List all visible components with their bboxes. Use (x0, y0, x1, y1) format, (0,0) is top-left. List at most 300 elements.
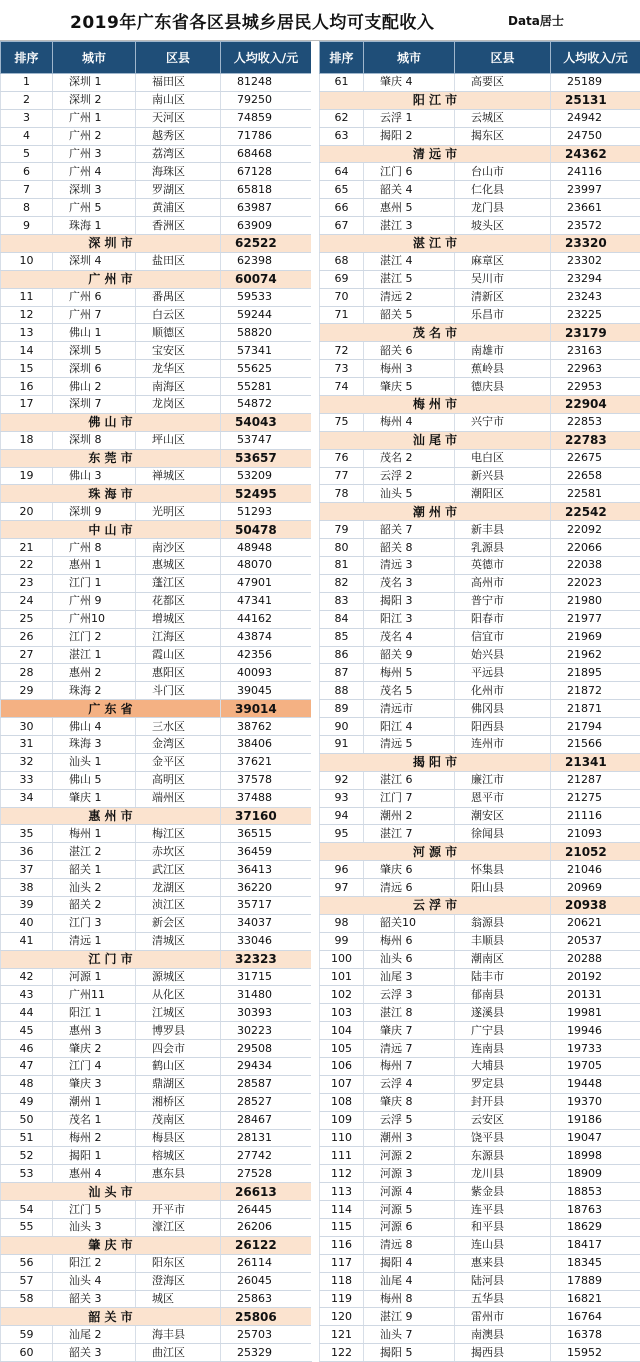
table-row (1, 360, 312, 378)
district-cell: 浈江区 (136, 896, 221, 914)
income-cell: 19946 (551, 1022, 640, 1040)
income-cell: 21871 (551, 700, 640, 718)
table-row (1, 1344, 312, 1362)
header-district: 区县 (455, 42, 551, 74)
rank-cell: 113 (320, 1183, 364, 1201)
city-cell: 揭阳 2 (364, 127, 455, 145)
average-income-cell: 52495 (221, 485, 312, 503)
table-row (320, 485, 640, 503)
district-cell: 遂溪县 (455, 1004, 551, 1022)
district-cell: 坪山区 (136, 431, 221, 449)
district-cell: 信宜市 (455, 628, 551, 646)
income-cell: 74859 (221, 109, 312, 127)
city-cell: 肇庆 7 (364, 1022, 455, 1040)
income-cell: 23302 (551, 252, 640, 270)
district-cell: 云城区 (455, 109, 551, 127)
city-cell: 阳江 4 (364, 718, 455, 736)
table-row (320, 1236, 640, 1254)
table-row (1, 181, 312, 199)
district-cell: 惠阳区 (136, 664, 221, 682)
city-cell: 肇庆 3 (53, 1075, 136, 1093)
rank-cell: 49 (1, 1093, 53, 1111)
table-row (1, 1075, 312, 1093)
income-cell: 28587 (221, 1075, 312, 1093)
city-cell: 清远 5 (364, 735, 455, 753)
table-row (1, 145, 312, 163)
city-cell: 茂名 5 (364, 682, 455, 700)
income-cell: 47341 (221, 592, 312, 610)
district-cell: 湘桥区 (136, 1093, 221, 1111)
table-row (320, 1057, 640, 1075)
rank-cell: 81 (320, 557, 364, 575)
city-cell: 深圳 9 (53, 503, 136, 521)
district-cell: 三水区 (136, 718, 221, 736)
city-cell: 韶关 6 (364, 342, 455, 360)
rank-cell: 80 (320, 539, 364, 557)
district-cell: 四会市 (136, 1040, 221, 1058)
income-cell: 20969 (551, 879, 640, 897)
district-cell: 端州区 (136, 789, 221, 807)
rank-cell: 105 (320, 1040, 364, 1058)
city-cell: 河源 1 (53, 968, 136, 986)
city-cell: 梅州 3 (364, 360, 455, 378)
average-name-cell: 潮 州 市 (320, 503, 551, 521)
city-cell: 江门 4 (53, 1057, 136, 1075)
average-income-cell: 39014 (221, 700, 312, 718)
district-cell: 罗定县 (455, 1075, 551, 1093)
income-cell: 43874 (221, 628, 312, 646)
income-cell: 24942 (551, 109, 640, 127)
table-row (320, 360, 640, 378)
income-cell: 24116 (551, 163, 640, 181)
rank-cell: 25 (1, 610, 53, 628)
rank-cell: 6 (1, 163, 53, 181)
table-row (1, 288, 312, 306)
district-cell: 黄浦区 (136, 199, 221, 217)
table-row (1, 1272, 312, 1290)
rank-cell: 54 (1, 1201, 53, 1219)
city-average-row (1, 1308, 312, 1326)
city-cell: 河源 3 (364, 1165, 455, 1183)
city-cell: 汕头 6 (364, 950, 455, 968)
income-cell: 38762 (221, 718, 312, 736)
rank-cell: 46 (1, 1040, 53, 1058)
average-name-cell: 广 东 省 (1, 700, 221, 718)
district-cell: 陆河县 (455, 1272, 551, 1290)
table-row (1, 789, 312, 807)
district-cell: 开平市 (136, 1201, 221, 1219)
rank-cell: 57 (1, 1272, 53, 1290)
income-cell: 48070 (221, 557, 312, 575)
city-cell: 佛山 4 (53, 718, 136, 736)
table-row (320, 449, 640, 467)
city-cell: 韶关 7 (364, 521, 455, 539)
income-cell: 28527 (221, 1093, 312, 1111)
rank-cell: 64 (320, 163, 364, 181)
city-average-row (1, 413, 312, 431)
district-cell: 海珠区 (136, 163, 221, 181)
district-cell: 仁化县 (455, 181, 551, 199)
table-row (1, 431, 312, 449)
income-cell: 54872 (221, 396, 312, 414)
district-cell: 梅江区 (136, 825, 221, 843)
rank-cell: 92 (320, 771, 364, 789)
rank-cell: 53 (1, 1165, 53, 1183)
rank-cell: 76 (320, 449, 364, 467)
average-name-cell: 江 门 市 (1, 950, 221, 968)
table-row (320, 1219, 640, 1237)
income-cell: 18853 (551, 1183, 640, 1201)
district-cell: 连山县 (455, 1236, 551, 1254)
income-cell: 19981 (551, 1004, 640, 1022)
district-cell: 阳春市 (455, 610, 551, 628)
city-cell: 深圳 5 (53, 342, 136, 360)
table-row (1, 1111, 312, 1129)
city-cell: 云浮 1 (364, 109, 455, 127)
income-cell: 21872 (551, 682, 640, 700)
table-row (320, 342, 640, 360)
district-cell: 禅城区 (136, 467, 221, 485)
table-row (1, 252, 312, 270)
table-row (1, 664, 312, 682)
district-cell: 福田区 (136, 74, 221, 92)
average-income-cell: 50478 (221, 521, 312, 539)
rank-cell: 117 (320, 1254, 364, 1272)
district-cell: 盐田区 (136, 252, 221, 270)
income-cell: 22953 (551, 378, 640, 396)
rank-cell: 101 (320, 968, 364, 986)
city-average-row (1, 449, 312, 467)
income-cell: 21093 (551, 825, 640, 843)
city-cell: 云浮 2 (364, 467, 455, 485)
district-cell: 饶平县 (455, 1129, 551, 1147)
average-income-cell: 26122 (221, 1236, 312, 1254)
income-cell: 21895 (551, 664, 640, 682)
table-row (1, 1004, 312, 1022)
rank-cell: 84 (320, 610, 364, 628)
city-average-row (320, 431, 640, 449)
district-cell: 潮南区 (455, 950, 551, 968)
city-average-row (320, 503, 640, 521)
district-cell: 高要区 (455, 74, 551, 92)
table-row (320, 181, 640, 199)
district-cell: 惠城区 (136, 557, 221, 575)
rank-cell: 77 (320, 467, 364, 485)
table-row (1, 74, 312, 92)
city-cell: 湛江 1 (53, 646, 136, 664)
district-cell: 普宁市 (455, 592, 551, 610)
city-cell: 深圳 2 (53, 91, 136, 109)
rank-cell: 27 (1, 646, 53, 664)
city-cell: 惠州 3 (53, 1022, 136, 1040)
rank-cell: 51 (1, 1129, 53, 1147)
district-cell: 高州市 (455, 574, 551, 592)
district-cell: 丰顺县 (455, 932, 551, 950)
table-row (1, 753, 312, 771)
table-row (320, 74, 640, 92)
city-average-row (1, 1183, 312, 1201)
rank-cell: 31 (1, 735, 53, 753)
table-row (320, 628, 640, 646)
district-cell: 封开县 (455, 1093, 551, 1111)
income-cell: 36459 (221, 843, 312, 861)
table-row (320, 1290, 640, 1308)
district-cell: 清新区 (455, 288, 551, 306)
income-cell: 42356 (221, 646, 312, 664)
rank-cell: 83 (320, 592, 364, 610)
district-cell: 从化区 (136, 986, 221, 1004)
income-cell: 24750 (551, 127, 640, 145)
table-row (320, 1075, 640, 1093)
rank-cell: 103 (320, 1004, 364, 1022)
district-cell: 东源县 (455, 1147, 551, 1165)
rank-cell: 90 (320, 718, 364, 736)
rank-cell: 35 (1, 825, 53, 843)
rank-cell: 115 (320, 1219, 364, 1237)
table-row (1, 986, 312, 1004)
city-cell: 韶关 9 (364, 646, 455, 664)
city-cell: 韶关 3 (53, 1290, 136, 1308)
district-cell: 龙华区 (136, 360, 221, 378)
rank-cell: 91 (320, 735, 364, 753)
city-cell: 梅州 8 (364, 1290, 455, 1308)
rank-cell: 3 (1, 109, 53, 127)
district-cell: 电白区 (455, 449, 551, 467)
district-cell: 南沙区 (136, 539, 221, 557)
district-cell: 德庆县 (455, 378, 551, 396)
rank-cell: 48 (1, 1075, 53, 1093)
rank-cell: 28 (1, 664, 53, 682)
table-row (320, 1308, 640, 1326)
income-cell: 18909 (551, 1165, 640, 1183)
income-cell: 36220 (221, 879, 312, 897)
rank-cell: 68 (320, 252, 364, 270)
income-cell: 37578 (221, 771, 312, 789)
table-row (320, 109, 640, 127)
city-cell: 江门 7 (364, 789, 455, 807)
average-name-cell: 阳 江 市 (320, 91, 551, 109)
city-cell: 汕头 2 (53, 879, 136, 897)
table-row (320, 127, 640, 145)
table-row (1, 1201, 312, 1219)
district-cell: 增城区 (136, 610, 221, 628)
table-row (320, 1326, 640, 1344)
district-cell: 郁南县 (455, 986, 551, 1004)
table-row (320, 771, 640, 789)
city-cell: 江门 3 (53, 914, 136, 932)
table-row (320, 1201, 640, 1219)
table-row (320, 378, 640, 396)
average-name-cell: 河 源 市 (320, 843, 551, 861)
rank-cell: 18 (1, 431, 53, 449)
average-name-cell: 汕 头 市 (1, 1183, 221, 1201)
city-cell: 广州10 (53, 610, 136, 628)
average-name-cell: 深 圳 市 (1, 235, 221, 253)
income-cell: 31480 (221, 986, 312, 1004)
income-cell: 19705 (551, 1057, 640, 1075)
income-cell: 36515 (221, 825, 312, 843)
district-cell: 乳源县 (455, 539, 551, 557)
city-cell: 汕头 5 (364, 485, 455, 503)
average-name-cell: 梅 州 市 (320, 396, 551, 414)
left-header-row (1, 42, 312, 74)
district-cell: 南澳县 (455, 1326, 551, 1344)
district-cell: 揭西县 (455, 1344, 551, 1362)
city-cell: 阳江 3 (364, 610, 455, 628)
district-cell: 斗门区 (136, 682, 221, 700)
district-cell: 鼎湖区 (136, 1075, 221, 1093)
table-row (1, 1219, 312, 1237)
province-average-row (1, 700, 312, 718)
city-cell: 韶关 1 (53, 861, 136, 879)
city-cell: 河源 6 (364, 1219, 455, 1237)
city-average-row (1, 485, 312, 503)
rank-cell: 70 (320, 288, 364, 306)
income-cell: 19186 (551, 1111, 640, 1129)
district-cell: 金平区 (136, 753, 221, 771)
table-row (1, 718, 312, 736)
income-cell: 79250 (221, 91, 312, 109)
income-cell: 34037 (221, 914, 312, 932)
district-cell: 和平县 (455, 1219, 551, 1237)
district-cell: 越秀区 (136, 127, 221, 145)
city-cell: 汕尾 3 (364, 968, 455, 986)
header-rank: 排序 (1, 42, 53, 74)
rank-cell: 29 (1, 682, 53, 700)
table-row (1, 1040, 312, 1058)
rank-cell: 39 (1, 896, 53, 914)
income-cell: 37621 (221, 753, 312, 771)
district-cell: 雷州市 (455, 1308, 551, 1326)
table-row (1, 557, 312, 575)
income-cell: 35717 (221, 896, 312, 914)
table-row (320, 592, 640, 610)
table-row (1, 539, 312, 557)
city-cell: 广州 5 (53, 199, 136, 217)
income-cell: 51293 (221, 503, 312, 521)
header-district: 区县 (136, 42, 221, 74)
income-cell: 18417 (551, 1236, 640, 1254)
rank-cell: 71 (320, 306, 364, 324)
rank-cell: 86 (320, 646, 364, 664)
city-average-row (1, 270, 312, 288)
table-row (320, 1129, 640, 1147)
district-cell: 海丰县 (136, 1326, 221, 1344)
city-cell: 清远市 (364, 700, 455, 718)
city-cell: 河源 4 (364, 1183, 455, 1201)
city-cell: 汕头 3 (53, 1219, 136, 1237)
rank-cell: 10 (1, 252, 53, 270)
city-cell: 深圳 6 (53, 360, 136, 378)
city-cell: 广州 2 (53, 127, 136, 145)
district-cell: 始兴县 (455, 646, 551, 664)
city-average-row (1, 807, 312, 825)
average-income-cell: 21052 (551, 843, 640, 861)
district-cell: 麻章区 (455, 252, 551, 270)
rank-cell: 67 (320, 217, 364, 235)
income-cell: 29434 (221, 1057, 312, 1075)
district-cell: 新会区 (136, 914, 221, 932)
table-row (1, 467, 312, 485)
city-cell: 肇庆 8 (364, 1093, 455, 1111)
district-cell: 五华县 (455, 1290, 551, 1308)
city-cell: 广州 7 (53, 306, 136, 324)
city-average-row (320, 753, 640, 771)
table-row (1, 396, 312, 414)
table-row (1, 1326, 312, 1344)
district-cell: 潮阳区 (455, 485, 551, 503)
city-cell: 佛山 3 (53, 467, 136, 485)
income-cell: 53747 (221, 431, 312, 449)
district-cell: 廉江市 (455, 771, 551, 789)
district-cell: 罗湖区 (136, 181, 221, 199)
table-row (320, 646, 640, 664)
district-cell: 蓬江区 (136, 574, 221, 592)
average-income-cell: 22542 (551, 503, 640, 521)
average-name-cell: 云 浮 市 (320, 896, 551, 914)
rank-cell: 13 (1, 324, 53, 342)
rank-cell: 36 (1, 843, 53, 861)
rank-cell: 20 (1, 503, 53, 521)
table-row (320, 986, 640, 1004)
rank-cell: 2 (1, 91, 53, 109)
income-cell: 57341 (221, 342, 312, 360)
city-cell: 梅州 6 (364, 932, 455, 950)
rank-cell: 93 (320, 789, 364, 807)
rank-cell: 121 (320, 1326, 364, 1344)
rank-cell: 98 (320, 914, 364, 932)
income-cell: 21566 (551, 735, 640, 753)
table-row (1, 1165, 312, 1183)
rank-cell: 112 (320, 1165, 364, 1183)
average-name-cell: 清 远 市 (320, 145, 551, 163)
rank-cell: 38 (1, 879, 53, 897)
table-row (1, 306, 312, 324)
district-cell: 台山市 (455, 163, 551, 181)
rank-cell: 94 (320, 807, 364, 825)
city-average-row (1, 950, 312, 968)
rank-cell: 85 (320, 628, 364, 646)
city-cell: 汕尾 4 (364, 1272, 455, 1290)
rank-cell: 19 (1, 467, 53, 485)
city-cell: 茂名 1 (53, 1111, 136, 1129)
city-cell: 湛江 9 (364, 1308, 455, 1326)
city-cell: 湛江 2 (53, 843, 136, 861)
income-cell: 23661 (551, 199, 640, 217)
table-row (1, 342, 312, 360)
table-row (320, 1272, 640, 1290)
table-row (320, 1344, 640, 1362)
right-table (319, 41, 640, 1362)
income-cell: 22675 (551, 449, 640, 467)
income-cell: 30393 (221, 1004, 312, 1022)
income-cell: 81248 (221, 74, 312, 92)
table-row (320, 968, 640, 986)
income-cell: 22963 (551, 360, 640, 378)
district-cell: 惠来县 (455, 1254, 551, 1272)
district-cell: 曲江区 (136, 1344, 221, 1362)
income-cell: 18345 (551, 1254, 640, 1272)
income-cell: 16378 (551, 1326, 640, 1344)
table-row (1, 932, 312, 950)
district-cell: 武江区 (136, 861, 221, 879)
income-cell: 65818 (221, 181, 312, 199)
district-cell: 宝安区 (136, 342, 221, 360)
income-cell: 63909 (221, 217, 312, 235)
rank-cell: 23 (1, 574, 53, 592)
table-row (320, 467, 640, 485)
district-cell: 化州市 (455, 682, 551, 700)
